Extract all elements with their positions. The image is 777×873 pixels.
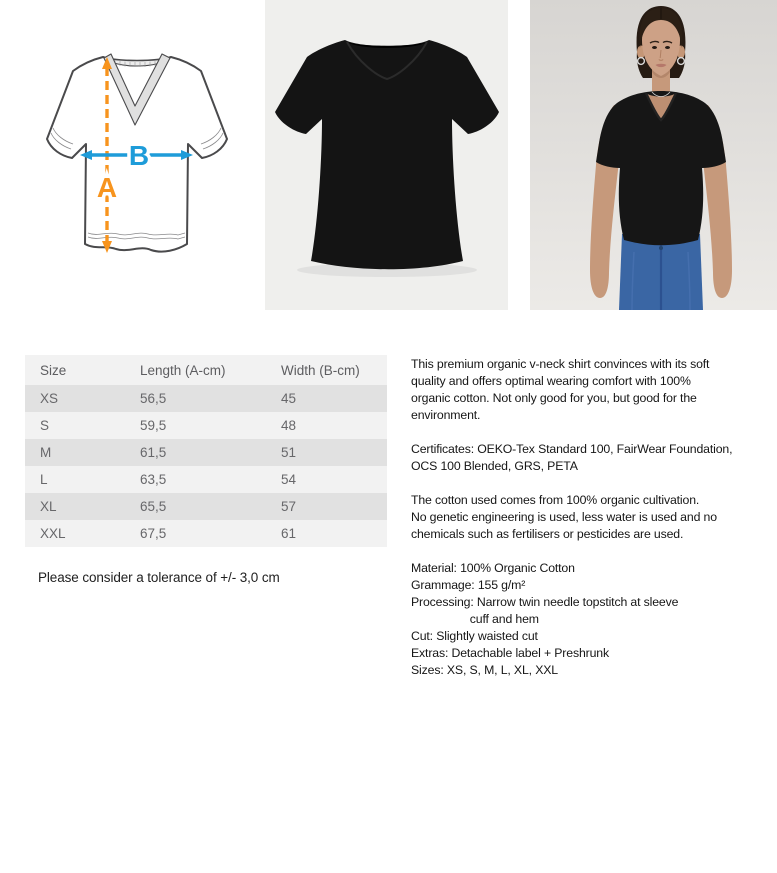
label-a: A bbox=[96, 172, 118, 203]
size-table-row bbox=[25, 412, 387, 439]
description-line: organic cotton. Not only good for you, but good for the bbox=[411, 391, 697, 405]
product-photo-model bbox=[530, 0, 777, 310]
size-table-header-row bbox=[25, 355, 387, 385]
description-line: This premium organic v-neck shirt convinces with its soft bbox=[411, 357, 710, 371]
description-line: Sizes: XS, S, M, L, XL, XXL bbox=[411, 663, 558, 677]
description-line: environment. bbox=[411, 408, 481, 422]
size-table-row bbox=[25, 385, 387, 412]
size-cell-size: M bbox=[25, 439, 125, 466]
model-graphic bbox=[530, 0, 777, 310]
description-line: Processing: Narrow twin needle topstitch at sleeve bbox=[411, 595, 679, 609]
size-cell-size: XXL bbox=[25, 520, 125, 547]
size-cell-width: 45 bbox=[266, 385, 387, 412]
product-photo-flatlay bbox=[265, 0, 508, 310]
description-paragraph bbox=[411, 492, 771, 543]
label-b: B bbox=[128, 140, 150, 171]
flatlay-shirt-graphic bbox=[265, 0, 508, 310]
size-cell-size: XS bbox=[25, 385, 125, 412]
size-table-row bbox=[25, 493, 387, 520]
size-cell-width: 54 bbox=[266, 466, 387, 493]
description-paragraph bbox=[411, 441, 771, 475]
column-header-size: Size bbox=[25, 355, 125, 385]
description-line: The cotton used comes from 100% organic cultivation. bbox=[411, 493, 700, 507]
size-cell-length: 56,5 bbox=[125, 385, 266, 412]
size-cell-size: S bbox=[25, 412, 125, 439]
description-line: No genetic engineering is used, less water is used and no bbox=[411, 510, 717, 524]
description-line: OCS 100 Blended, GRS, PETA bbox=[411, 459, 578, 473]
size-cell-width: 57 bbox=[266, 493, 387, 520]
size-table bbox=[25, 355, 387, 547]
size-cell-length: 65,5 bbox=[125, 493, 266, 520]
size-cell-width: 51 bbox=[266, 439, 387, 466]
description-line: Extras: Detachable label + Preshrunk bbox=[411, 646, 609, 660]
column-header-length: Length (A-cm) bbox=[125, 355, 266, 385]
size-cell-size: L bbox=[25, 466, 125, 493]
flatlay-shirt-body bbox=[275, 40, 499, 269]
description-line: cuff and hem bbox=[411, 612, 539, 626]
size-cell-length: 59,5 bbox=[125, 412, 266, 439]
size-cell-width: 61 bbox=[266, 520, 387, 547]
description-line: Cut: Slightly waisted cut bbox=[411, 629, 538, 643]
size-cell-width: 48 bbox=[266, 412, 387, 439]
size-table-row bbox=[25, 466, 387, 493]
model-jeans bbox=[619, 234, 703, 310]
description-paragraph bbox=[411, 356, 771, 424]
product-description bbox=[411, 356, 771, 696]
description-line: Certificates: OEKO-Tex Standard 100, FairWear Foundation, bbox=[411, 442, 733, 456]
size-table-row bbox=[25, 520, 387, 547]
shirt-measurement-diagram bbox=[44, 40, 236, 272]
tolerance-note: Please consider a tolerance of +/- 3,0 cm bbox=[38, 570, 280, 585]
description-line: chemicals such as fertilisers or pesticides are used. bbox=[411, 527, 684, 541]
size-cell-length: 61,5 bbox=[125, 439, 266, 466]
size-table-body bbox=[25, 385, 387, 547]
size-cell-length: 67,5 bbox=[125, 520, 266, 547]
description-line: Grammage: 155 g/m² bbox=[411, 578, 526, 592]
description-line: quality and offers optimal wearing comfort with 100% bbox=[411, 374, 691, 388]
column-header-width: Width (B-cm) bbox=[266, 355, 387, 385]
size-cell-size: XL bbox=[25, 493, 125, 520]
size-diagram-image bbox=[44, 40, 236, 272]
size-cell-length: 63,5 bbox=[125, 466, 266, 493]
description-line: Material: 100% Organic Cotton bbox=[411, 561, 575, 575]
size-table-row bbox=[25, 439, 387, 466]
description-paragraph bbox=[411, 560, 771, 679]
